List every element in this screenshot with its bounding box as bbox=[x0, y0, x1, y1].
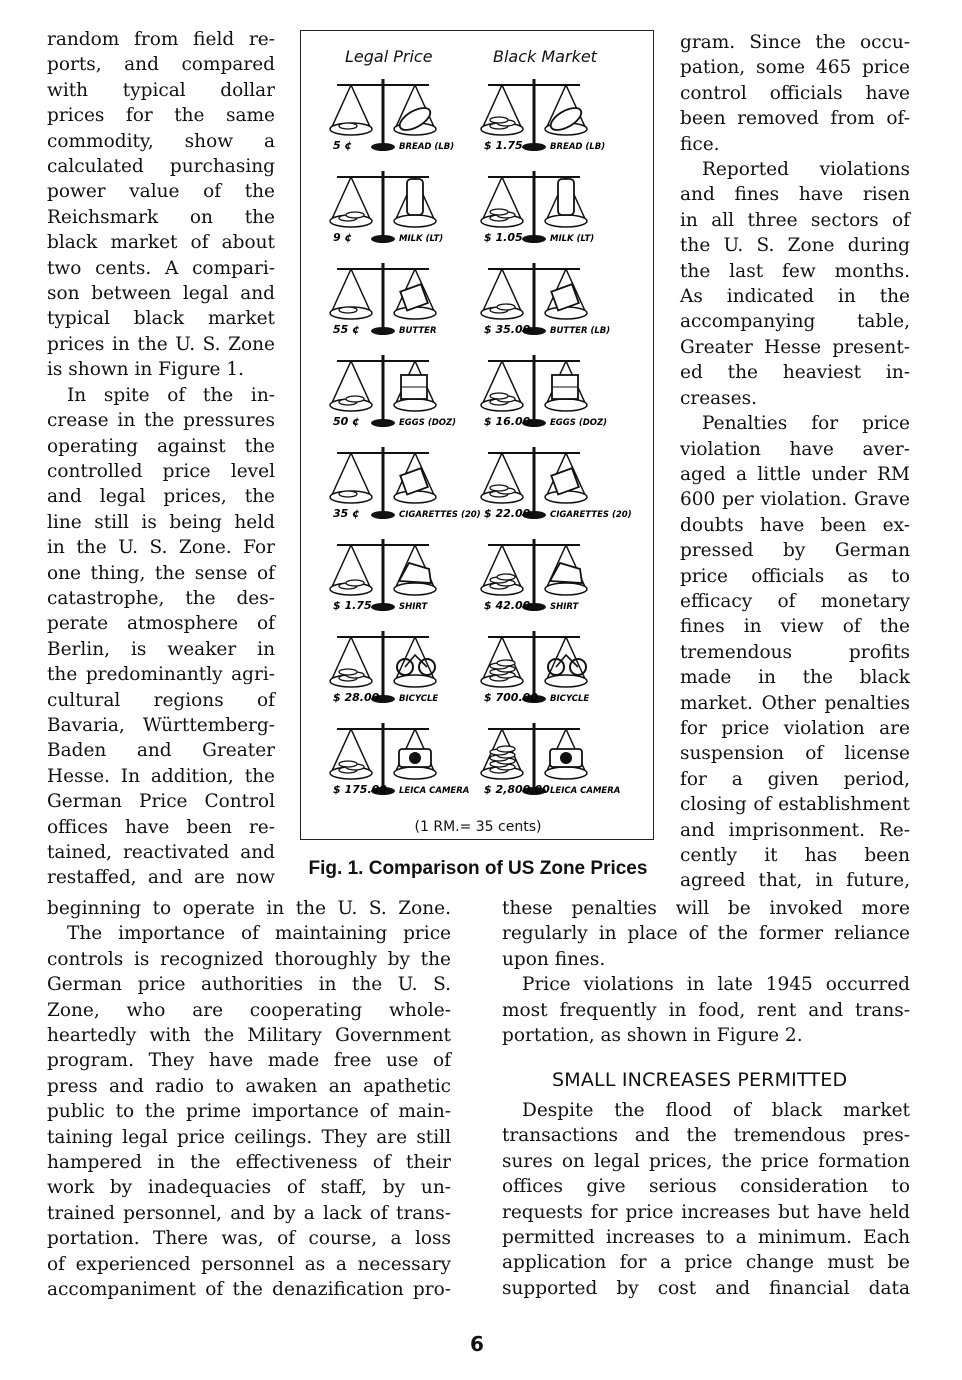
left-column bbox=[47, 27, 275, 891]
text-line: in the U. S. Zone. For bbox=[47, 537, 275, 559]
text-line: transactions and the tremendous pres- bbox=[502, 1125, 910, 1147]
figure-header-black-market: Black Market bbox=[493, 47, 597, 66]
commodity-label: EGGS (DOZ) bbox=[550, 418, 608, 428]
price-label: $ 42.00 bbox=[484, 599, 531, 612]
commodity-label: MILK (LT) bbox=[550, 234, 595, 244]
text-line: application for a price change must be bbox=[502, 1252, 910, 1274]
text-line: permitted increases to a minimum. Each bbox=[502, 1227, 910, 1249]
text-line: the last few months. bbox=[680, 260, 910, 282]
text-line: violation have aver- bbox=[680, 438, 910, 460]
text-line: prices in the U. S. Zone bbox=[47, 333, 275, 355]
text-line: agreed that, in future, bbox=[680, 870, 910, 892]
text-line: market. Other penalties bbox=[680, 692, 910, 714]
text-line: controlled price level bbox=[47, 460, 275, 482]
commodity-icon bbox=[558, 179, 574, 215]
commodity-label: BICYCLE bbox=[550, 694, 590, 704]
text-line: The importance of maintaining price bbox=[67, 923, 451, 945]
text-line: upon fines. bbox=[502, 948, 606, 970]
text-line: 600 per violation. Grave bbox=[680, 489, 910, 511]
black-market-scale bbox=[481, 79, 605, 152]
commodity-label: BICYCLE bbox=[399, 694, 439, 704]
exchange-rate-note: (1 RM.= 35 cents) bbox=[414, 819, 542, 835]
price-label: 50 ¢ bbox=[333, 415, 360, 428]
text-line: restaffed, and are now bbox=[47, 867, 275, 889]
text-line: of experienced personnel as a necessary bbox=[47, 1253, 451, 1275]
text-line: ports, and compared bbox=[47, 54, 275, 76]
commodity-label: LEICA CAMERA bbox=[399, 786, 470, 796]
text-line: work by inadequacies of staff, by un- bbox=[47, 1177, 451, 1199]
black-market-scale bbox=[481, 263, 610, 336]
text-line: creases. bbox=[680, 387, 757, 409]
text-line: for price violation are bbox=[680, 717, 910, 739]
commodity-label: CIGARETTES (20) bbox=[399, 510, 481, 520]
text-line: heartedly with the Military Government bbox=[47, 1025, 451, 1047]
text-line: portation, as shown in Figure 2. bbox=[502, 1025, 803, 1047]
commodity-label: LEICA CAMERA bbox=[550, 786, 621, 796]
figure-price-comparison bbox=[300, 30, 654, 840]
black-market-scale bbox=[481, 171, 594, 244]
price-label: 55 ¢ bbox=[333, 323, 360, 336]
text-line: is shown in Figure 1. bbox=[47, 359, 245, 381]
text-line: ed the heaviest in- bbox=[680, 362, 910, 384]
text-line: two cents. A compari- bbox=[47, 257, 275, 279]
text-line: perate atmosphere of bbox=[47, 613, 275, 635]
text-line: Hesse. In addition, the bbox=[47, 765, 275, 787]
price-label: 5 ¢ bbox=[333, 139, 353, 152]
text-line: pation, some 465 price bbox=[680, 57, 910, 79]
commodity-icon bbox=[399, 749, 431, 767]
text-line: aged a little under RM bbox=[680, 463, 910, 485]
text-line: line still is being held bbox=[47, 511, 275, 533]
commodity-icon bbox=[550, 563, 582, 583]
text-line: suspension of license bbox=[680, 743, 910, 765]
commodity-label: CIGARETTES (20) bbox=[550, 510, 632, 520]
text-line: German price authorities in the U. S. bbox=[47, 974, 451, 996]
text-line: random from field re- bbox=[47, 29, 275, 50]
commodity-label: BREAD (LB) bbox=[399, 142, 455, 152]
text-line: calculated purchasing bbox=[47, 156, 275, 178]
legal-price-scale bbox=[330, 263, 437, 336]
bottom-right-text bbox=[502, 896, 910, 1048]
text-line: most frequently in food, rent and trans- bbox=[502, 999, 910, 1021]
commodity-icon bbox=[401, 375, 427, 399]
text-line: the U. S. Zone during bbox=[680, 235, 910, 257]
commodity-label: SHIRT bbox=[550, 602, 579, 612]
text-line: trained personnel, and by a lack of trans- bbox=[47, 1202, 451, 1224]
text-line: Despite the flood of black market bbox=[522, 1100, 910, 1121]
text-line: public to the prime importance of main- bbox=[47, 1101, 451, 1123]
black-market-scale bbox=[481, 723, 620, 796]
text-line: son between legal and bbox=[47, 283, 275, 305]
page-number: 6 bbox=[470, 1332, 484, 1356]
text-line: efficacy of monetary bbox=[680, 590, 910, 612]
text-line: hampered in the effectiveness of their bbox=[47, 1152, 451, 1174]
text-line: commodity, show a bbox=[47, 130, 275, 152]
paragraph-penalties-invoked bbox=[502, 896, 910, 972]
text-line: been removed from of- bbox=[680, 108, 910, 130]
price-label: $ 1.75 bbox=[484, 139, 523, 152]
text-line: and imprisonment. Re- bbox=[680, 819, 910, 841]
price-label: $ 22.00 bbox=[484, 507, 531, 520]
paragraph-in-spite bbox=[47, 383, 275, 891]
text-line: program. They have made free use of bbox=[47, 1050, 451, 1072]
figure-header-legal-price: Legal Price bbox=[345, 47, 433, 66]
text-line: beginning to operate in the U. S. Zone. bbox=[47, 898, 451, 919]
commodity-label: BUTTER (LB) bbox=[550, 326, 611, 336]
text-line: tained, reactivated and bbox=[47, 842, 275, 863]
text-line: controls is recognized thoroughly by the bbox=[47, 948, 451, 970]
price-label: 35 ¢ bbox=[333, 507, 360, 520]
price-label: $ 175.00 bbox=[333, 783, 387, 796]
price-label: $ 700.00 bbox=[484, 691, 538, 704]
text-line: As indicated in the bbox=[680, 286, 910, 308]
text-line: gram. Since the occu- bbox=[680, 32, 910, 53]
text-line: cently it has been bbox=[680, 845, 910, 866]
price-label: $ 35.00 bbox=[484, 323, 531, 336]
text-line: Price violations in late 1945 occurred bbox=[522, 974, 910, 996]
text-line: control officials have bbox=[680, 82, 910, 104]
right-column bbox=[680, 30, 910, 894]
text-line: and legal prices, the bbox=[47, 486, 275, 508]
figure-caption: Fig. 1. Comparison of US Zone Prices bbox=[308, 858, 648, 879]
commodity-icon bbox=[399, 563, 431, 583]
text-line: Penalties for price bbox=[702, 413, 910, 435]
commodity-label: EGGS (DOZ) bbox=[399, 418, 457, 428]
text-line: Bavaria, Württemberg- bbox=[47, 714, 275, 736]
bottom-left-text bbox=[47, 896, 451, 1303]
balance-scales-illustration bbox=[301, 31, 655, 821]
text-line: In spite of the in- bbox=[67, 384, 275, 406]
text-line: tremendous profits bbox=[680, 641, 910, 663]
legal-price-scale bbox=[330, 447, 481, 520]
text-line: Greater Hesse present- bbox=[680, 336, 910, 358]
legal-price-scale bbox=[330, 631, 438, 704]
text-line: Baden and Greater bbox=[47, 740, 275, 762]
text-line: Reichsmark on the bbox=[47, 206, 275, 228]
text-line: in all three sectors of bbox=[680, 209, 910, 231]
text-line: for a given period, bbox=[680, 768, 910, 790]
text-line: black market of about bbox=[47, 232, 275, 254]
text-line: power value of the bbox=[47, 181, 275, 203]
legal-price-scale bbox=[330, 171, 443, 244]
price-label: $ 1.75 bbox=[333, 599, 372, 612]
black-market-scale bbox=[481, 539, 587, 612]
text-line: German Price Control bbox=[47, 791, 275, 813]
text-line: one thing, the sense of bbox=[47, 562, 275, 584]
commodity-icon bbox=[550, 749, 582, 767]
text-line: supported by cost and financial data bbox=[502, 1277, 910, 1299]
commodity-icon bbox=[407, 179, 423, 215]
text-line: portation. There was, of course, a loss bbox=[47, 1228, 451, 1250]
text-line: the predominantly agri- bbox=[47, 664, 275, 686]
legal-price-scale bbox=[330, 79, 454, 152]
commodity-label: BUTTER bbox=[399, 326, 437, 336]
legal-price-scale bbox=[330, 723, 469, 796]
text-line: crease in the pressures bbox=[47, 410, 275, 432]
price-label: $ 28.00 bbox=[333, 691, 380, 704]
legal-price-scale bbox=[330, 539, 436, 612]
text-line: doubts have been ex- bbox=[680, 514, 910, 536]
text-line: requests for price increases but have held bbox=[502, 1201, 910, 1223]
price-label: $ 2,800.00 bbox=[484, 783, 550, 796]
text-line: closing of establishment bbox=[680, 794, 910, 816]
text-line: pressed by German bbox=[680, 540, 910, 562]
paragraph-reichsmark-value bbox=[47, 27, 275, 383]
section-heading: SMALL INCREASES PERMITTED bbox=[552, 1069, 848, 1091]
commodity-label: MILK (LT) bbox=[399, 234, 444, 244]
text-line: Berlin, is weaker in bbox=[47, 638, 275, 660]
text-line: with typical dollar bbox=[47, 79, 275, 101]
text-line: operating against the bbox=[47, 435, 275, 457]
paragraph-small-increases bbox=[502, 1098, 910, 1301]
legal-price-scale bbox=[330, 355, 456, 428]
text-line: regularly in place of the former reliance bbox=[502, 923, 910, 945]
commodity-label: BREAD (LB) bbox=[550, 142, 606, 152]
text-line: fines in view of the bbox=[680, 616, 910, 638]
text-line: made in the black bbox=[680, 667, 910, 689]
text-line: offices give serious consideration to bbox=[502, 1176, 910, 1198]
text-line: taining legal price ceilings. They are still bbox=[47, 1126, 451, 1148]
black-market-scale bbox=[481, 447, 632, 520]
text-line: accompanying table, bbox=[680, 311, 910, 333]
text-line: press and radio to awaken an apathetic bbox=[47, 1075, 451, 1097]
price-label: $ 16.00 bbox=[484, 415, 531, 428]
text-line: these penalties will be invoked more bbox=[502, 898, 910, 919]
text-line: prices for the same bbox=[47, 105, 275, 127]
commodity-icon bbox=[552, 375, 578, 399]
text-line: Zone, who are cooperating whole- bbox=[47, 999, 451, 1021]
text-line: fice. bbox=[680, 133, 720, 155]
text-line: catastrophe, the des- bbox=[47, 587, 275, 609]
text-line: cultural regions of bbox=[47, 689, 275, 711]
text-line: typical black market bbox=[47, 308, 275, 330]
text-line: Reported violations bbox=[702, 159, 910, 181]
paragraph-price-violations bbox=[502, 972, 910, 1048]
black-market-scale bbox=[481, 355, 607, 428]
text-line: price officials as to bbox=[680, 565, 910, 587]
commodity-label: SHIRT bbox=[399, 602, 428, 612]
text-line: accompaniment of the denazification pro- bbox=[47, 1279, 451, 1301]
text-line: offices have been re- bbox=[47, 816, 275, 838]
price-label: 9 ¢ bbox=[333, 231, 353, 244]
price-label: $ 1.05 bbox=[484, 231, 523, 244]
text-line: sures on legal prices, the price formation bbox=[502, 1150, 910, 1172]
text-line: and fines have risen bbox=[680, 184, 910, 206]
black-market-scale bbox=[481, 631, 589, 704]
